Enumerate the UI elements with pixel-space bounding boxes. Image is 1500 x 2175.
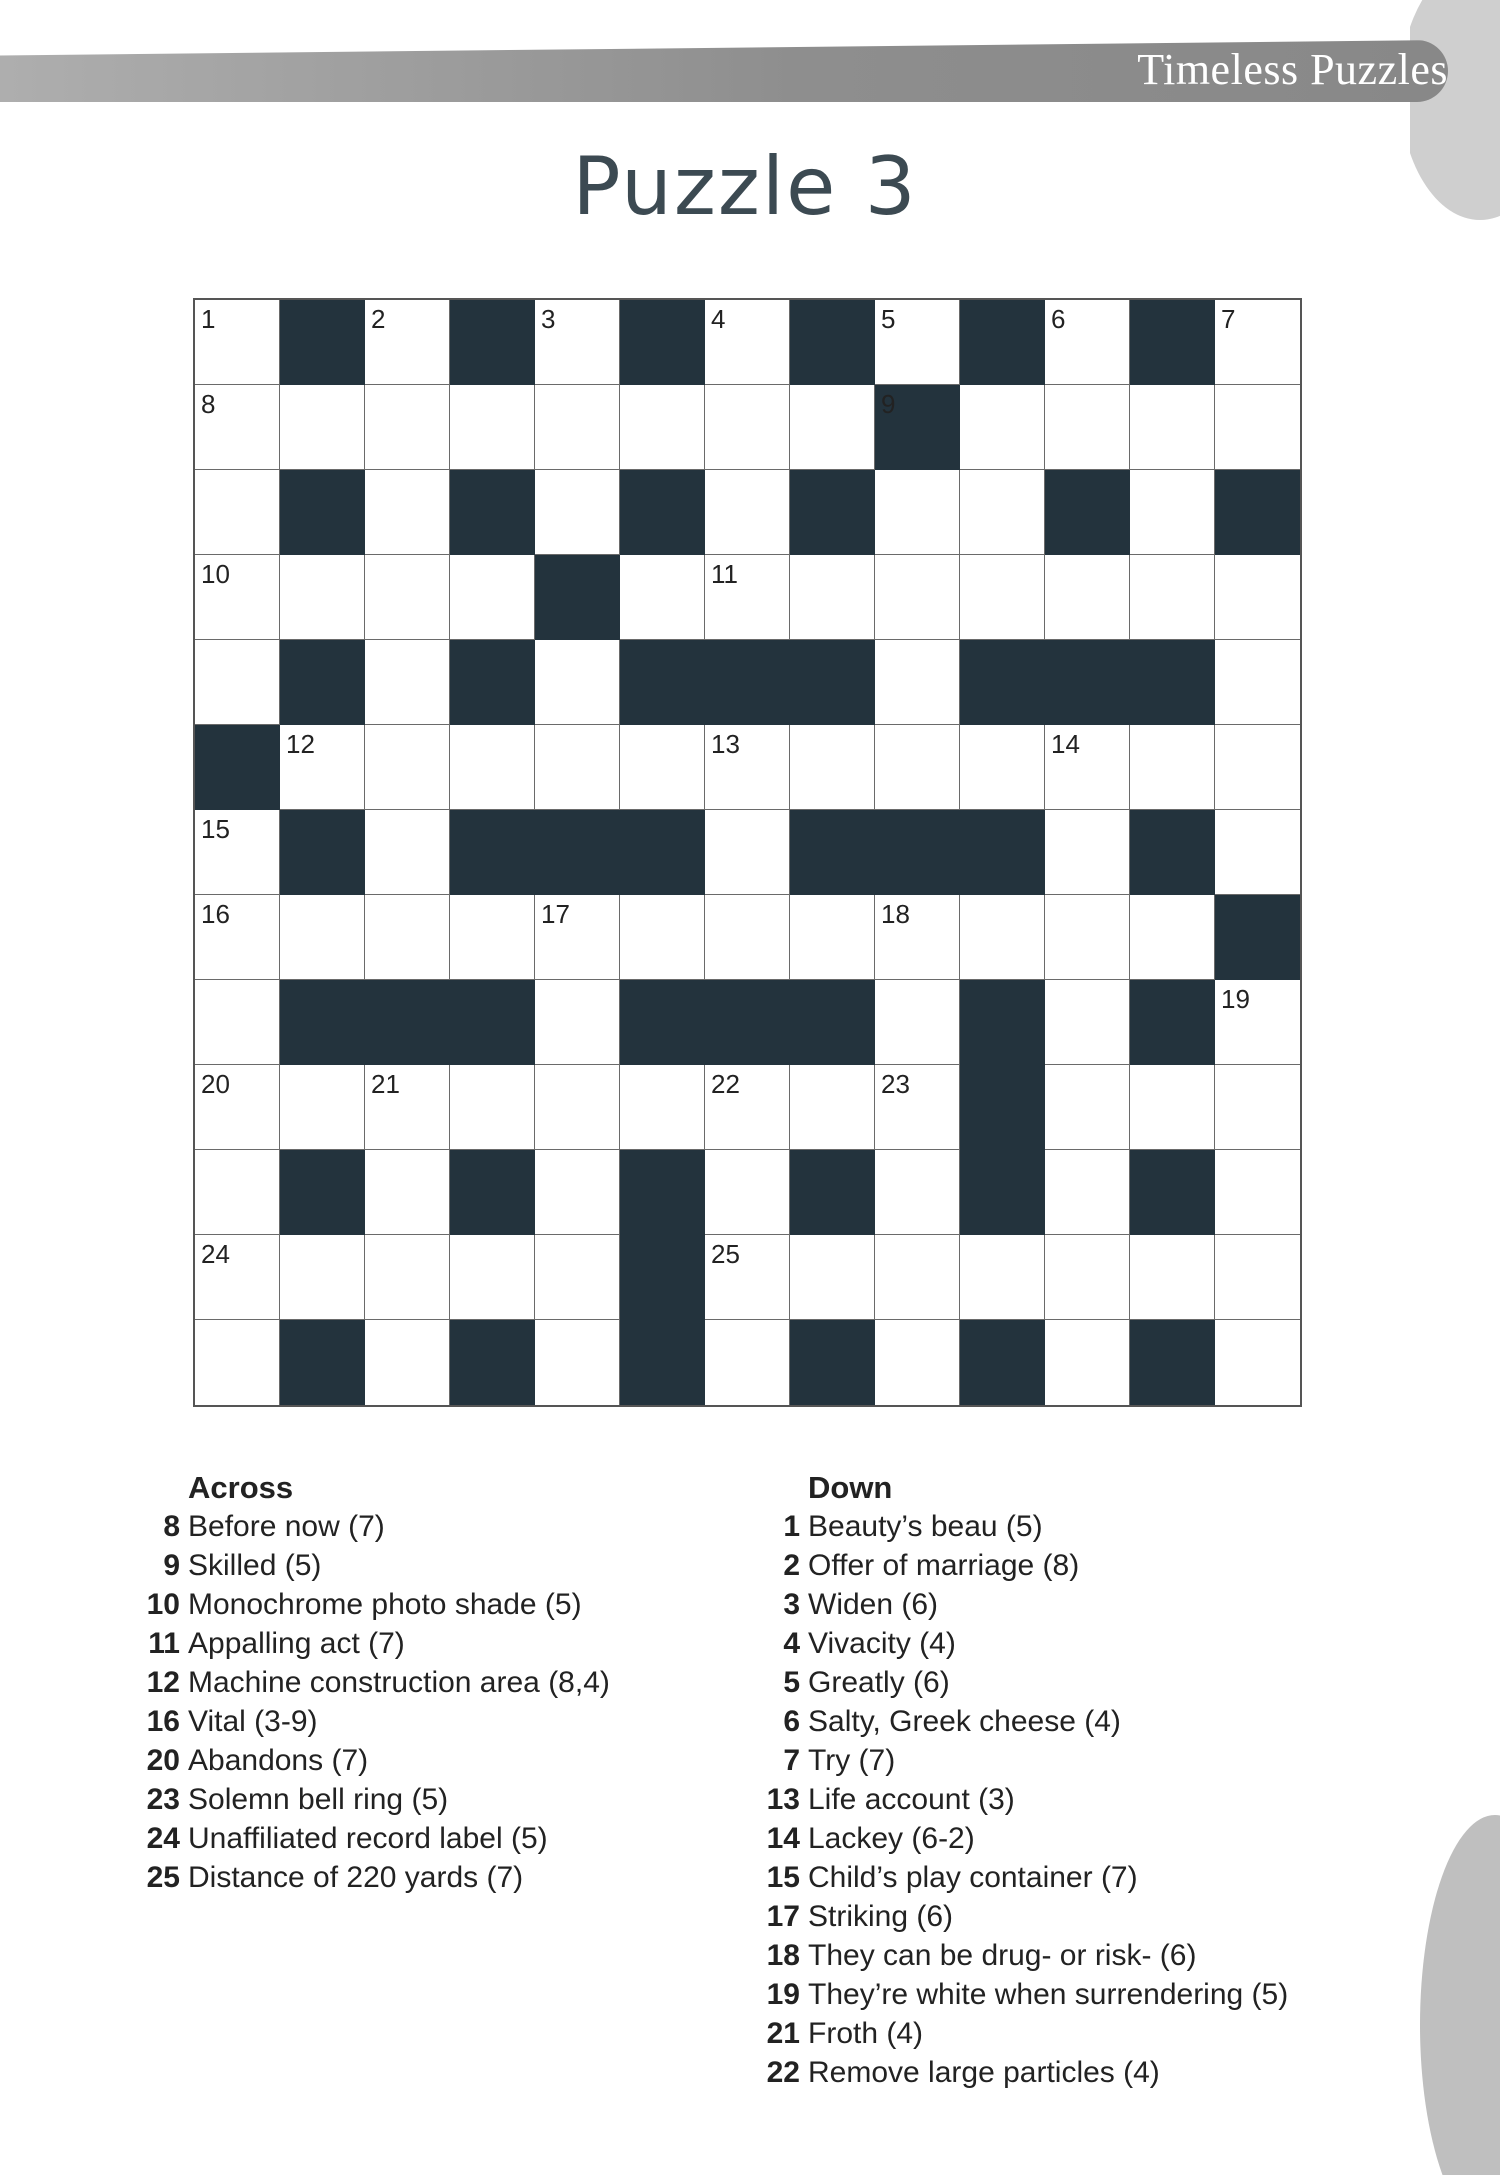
grid-cell[interactable] bbox=[535, 725, 620, 810]
grid-block bbox=[1215, 895, 1300, 980]
crossword-grid bbox=[193, 298, 1302, 1407]
clue-number: 3 bbox=[783, 1588, 800, 1621]
grid-cell[interactable] bbox=[1130, 555, 1215, 640]
grid-cell[interactable] bbox=[365, 810, 450, 895]
grid-cell[interactable] bbox=[790, 1235, 875, 1320]
grid-cell[interactable] bbox=[960, 385, 1045, 470]
grid-cell[interactable] bbox=[1215, 1065, 1300, 1150]
cell-number: 23 bbox=[881, 1069, 910, 1099]
grid-block bbox=[450, 300, 535, 385]
clue-text: Distance of 220 yards (7) bbox=[188, 1861, 524, 1894]
grid-cell[interactable] bbox=[875, 300, 960, 385]
cell-number: 14 bbox=[1051, 729, 1080, 759]
clue-text: Machine construction area (8,4) bbox=[188, 1666, 610, 1699]
clue-number: 22 bbox=[766, 2056, 800, 2089]
across-heading: Across bbox=[188, 1470, 294, 1505]
cell-number: 6 bbox=[1051, 304, 1066, 334]
grid-cell[interactable] bbox=[705, 555, 790, 640]
grid-block bbox=[280, 300, 365, 385]
grid-block bbox=[960, 980, 1045, 1065]
cell-number: 18 bbox=[881, 899, 910, 929]
grid-cell[interactable] bbox=[705, 1235, 790, 1320]
across-clue bbox=[130, 1741, 610, 1780]
grid-cell[interactable] bbox=[195, 1235, 280, 1320]
grid-cell[interactable] bbox=[875, 555, 960, 640]
clue-text: Before now (7) bbox=[188, 1510, 385, 1543]
grid-cell[interactable] bbox=[620, 555, 705, 640]
grid-cell[interactable] bbox=[535, 470, 620, 555]
grid-block bbox=[960, 640, 1045, 725]
grid-cell[interactable] bbox=[450, 1235, 535, 1320]
grid-cell[interactable] bbox=[620, 725, 705, 810]
grid-block bbox=[450, 810, 535, 895]
grid-cell[interactable] bbox=[535, 980, 620, 1065]
grid-cell[interactable] bbox=[960, 470, 1045, 555]
grid-block bbox=[280, 810, 365, 895]
grid-cell[interactable] bbox=[875, 895, 960, 980]
clue-text: Remove large particles (4) bbox=[808, 2056, 1160, 2089]
clue-number: 15 bbox=[766, 1861, 800, 1894]
grid-cell[interactable] bbox=[1045, 810, 1130, 895]
down-clue bbox=[750, 1780, 1288, 1819]
grid-cell[interactable] bbox=[280, 725, 365, 810]
grid-cell[interactable] bbox=[620, 1065, 705, 1150]
grid-cell[interactable] bbox=[1215, 640, 1300, 725]
grid-cell[interactable] bbox=[1130, 1235, 1215, 1320]
down-clue bbox=[750, 1858, 1288, 1897]
grid-cell[interactable] bbox=[365, 1320, 450, 1405]
grid-cell[interactable] bbox=[450, 385, 535, 470]
grid-cell[interactable] bbox=[195, 980, 280, 1065]
grid-cell[interactable] bbox=[450, 1065, 535, 1150]
grid-cell[interactable] bbox=[195, 895, 280, 980]
clue-text: Monochrome photo shade (5) bbox=[188, 1588, 582, 1621]
grid-block bbox=[280, 1320, 365, 1405]
grid-cell[interactable] bbox=[705, 1150, 790, 1235]
grid-block bbox=[280, 470, 365, 555]
grid-block bbox=[535, 555, 620, 640]
grid-cell[interactable] bbox=[705, 895, 790, 980]
clue-text: Abandons (7) bbox=[188, 1744, 369, 1777]
cell-number: 12 bbox=[286, 729, 315, 759]
grid-block bbox=[1130, 300, 1215, 385]
grid-block bbox=[280, 640, 365, 725]
down-clue bbox=[750, 1819, 1288, 1858]
header-title: Timeless Puzzles bbox=[1137, 45, 1448, 94]
grid-cell[interactable] bbox=[1045, 725, 1130, 810]
across-clue bbox=[130, 1780, 610, 1819]
grid-cell[interactable] bbox=[620, 385, 705, 470]
grid-cell[interactable] bbox=[450, 725, 535, 810]
grid-block bbox=[1130, 1150, 1215, 1235]
clue-number: 18 bbox=[766, 1939, 800, 1972]
grid-cell[interactable] bbox=[535, 640, 620, 725]
grid-cell[interactable] bbox=[195, 810, 280, 895]
cell-number: 1 bbox=[201, 304, 216, 334]
grid-cell[interactable] bbox=[535, 1150, 620, 1235]
grid-block bbox=[620, 1150, 705, 1235]
grid-cell[interactable] bbox=[875, 1150, 960, 1235]
cell-number: 19 bbox=[1221, 984, 1250, 1014]
clue-text: Unaffiliated record label (5) bbox=[188, 1822, 548, 1855]
clue-text: Solemn bell ring (5) bbox=[188, 1783, 449, 1816]
clue-text: Greatly (6) bbox=[808, 1666, 950, 1699]
clue-text: They’re white when surrendering (5) bbox=[808, 1978, 1289, 2011]
grid-block bbox=[790, 810, 875, 895]
cell-number: 24 bbox=[201, 1239, 230, 1269]
clue-number: 11 bbox=[148, 1627, 180, 1660]
grid-cell[interactable] bbox=[535, 1065, 620, 1150]
grid-cell[interactable] bbox=[875, 1320, 960, 1405]
across-clue bbox=[130, 1585, 610, 1624]
down-clue bbox=[750, 1624, 1288, 1663]
clue-number: 6 bbox=[783, 1705, 800, 1738]
grid-cell[interactable] bbox=[1130, 725, 1215, 810]
across-clue-list bbox=[130, 1507, 610, 1897]
grid-cell[interactable] bbox=[1215, 555, 1300, 640]
cell-number: 21 bbox=[371, 1069, 400, 1099]
clue-number: 19 bbox=[766, 1978, 800, 2011]
page-corner bbox=[1410, 0, 1500, 2175]
down-clue bbox=[750, 2053, 1288, 2092]
grid-block bbox=[620, 1235, 705, 1320]
cell-number: 2 bbox=[371, 304, 386, 334]
grid-block bbox=[280, 1150, 365, 1235]
grid-cell[interactable] bbox=[875, 640, 960, 725]
grid-block bbox=[875, 810, 960, 895]
across-clue bbox=[130, 1507, 610, 1546]
grid-cell[interactable] bbox=[1045, 555, 1130, 640]
grid-cell[interactable] bbox=[365, 470, 450, 555]
grid-block bbox=[620, 980, 705, 1065]
grid-block bbox=[1130, 640, 1215, 725]
grid-cell[interactable] bbox=[365, 640, 450, 725]
cell-number: 8 bbox=[201, 389, 216, 419]
grid-cell[interactable] bbox=[705, 1065, 790, 1150]
grid-cell[interactable] bbox=[705, 300, 790, 385]
grid-block bbox=[1045, 470, 1130, 555]
grid-cell[interactable] bbox=[875, 470, 960, 555]
grid-cell[interactable] bbox=[875, 1065, 960, 1150]
down-clues bbox=[750, 1468, 1288, 2092]
down-clue bbox=[750, 1546, 1288, 1585]
grid-block bbox=[450, 1150, 535, 1235]
clue-text: Lackey (6-2) bbox=[808, 1822, 975, 1855]
grid-cell[interactable] bbox=[365, 725, 450, 810]
cell-number: 10 bbox=[201, 559, 230, 589]
clue-text: Life account (3) bbox=[808, 1783, 1015, 1816]
grid-cell[interactable] bbox=[280, 1065, 365, 1150]
down-clue bbox=[750, 1936, 1288, 1975]
clue-number: 5 bbox=[783, 1666, 800, 1699]
grid-cell[interactable] bbox=[280, 385, 365, 470]
grid-block bbox=[620, 470, 705, 555]
grid-block bbox=[195, 725, 280, 810]
grid-cell[interactable] bbox=[1215, 810, 1300, 895]
grid-block bbox=[450, 640, 535, 725]
cell-number: 11 bbox=[711, 559, 738, 589]
clue-number: 8 bbox=[163, 1510, 180, 1543]
clue-number: 4 bbox=[783, 1627, 800, 1660]
grid-cell[interactable] bbox=[1215, 300, 1300, 385]
grid-block bbox=[620, 810, 705, 895]
clue-number: 20 bbox=[146, 1744, 180, 1777]
grid-cell[interactable] bbox=[280, 555, 365, 640]
cell-number: 17 bbox=[541, 899, 570, 929]
grid-cell[interactable] bbox=[195, 470, 280, 555]
grid-block bbox=[450, 980, 535, 1065]
grid-block bbox=[790, 640, 875, 725]
grid-block bbox=[1215, 470, 1300, 555]
grid-block bbox=[790, 470, 875, 555]
down-heading: Down bbox=[808, 1470, 893, 1505]
clue-text: They can be drug- or risk- (6) bbox=[808, 1939, 1197, 1972]
cell-number: 13 bbox=[711, 729, 740, 759]
clue-number: 16 bbox=[146, 1705, 180, 1738]
grid-cell[interactable] bbox=[705, 810, 790, 895]
grid-cell[interactable] bbox=[790, 385, 875, 470]
grid-block bbox=[705, 640, 790, 725]
clue-text: Vital (3-9) bbox=[188, 1705, 318, 1738]
across-clue bbox=[130, 1702, 610, 1741]
grid-cell[interactable] bbox=[450, 895, 535, 980]
grid-cell[interactable] bbox=[365, 1150, 450, 1235]
grid-cell[interactable] bbox=[790, 895, 875, 980]
grid-cell[interactable] bbox=[790, 725, 875, 810]
clue-text: Child’s play container (7) bbox=[808, 1861, 1138, 1894]
clue-number: 12 bbox=[146, 1666, 180, 1699]
grid-cell[interactable] bbox=[1045, 1320, 1130, 1405]
cell-number: 5 bbox=[881, 304, 896, 334]
down-clue-list bbox=[750, 1507, 1288, 2092]
clue-text: Salty, Greek cheese (4) bbox=[808, 1705, 1121, 1738]
down-clue bbox=[750, 1741, 1288, 1780]
grid-cell[interactable] bbox=[1130, 1065, 1215, 1150]
grid-block bbox=[365, 980, 450, 1065]
grid-block bbox=[535, 810, 620, 895]
clue-number: 13 bbox=[766, 1783, 800, 1816]
cell-number: 25 bbox=[711, 1239, 740, 1269]
grid-cell[interactable] bbox=[535, 385, 620, 470]
grid-block bbox=[960, 300, 1045, 385]
grid-cell[interactable] bbox=[1045, 895, 1130, 980]
grid-cell[interactable] bbox=[705, 725, 790, 810]
grid-cell[interactable] bbox=[1045, 300, 1130, 385]
grid-block bbox=[280, 980, 365, 1065]
across-clue bbox=[130, 1819, 610, 1858]
clue-number: 14 bbox=[766, 1822, 800, 1855]
grid-cell[interactable] bbox=[195, 300, 280, 385]
grid-cell[interactable] bbox=[450, 555, 535, 640]
grid-cell[interactable] bbox=[1130, 385, 1215, 470]
grid-block bbox=[960, 1320, 1045, 1405]
grid-block bbox=[1130, 980, 1215, 1065]
clue-number: 23 bbox=[146, 1783, 180, 1816]
grid-cell[interactable] bbox=[365, 895, 450, 980]
clue-number: 17 bbox=[766, 1900, 800, 1933]
grid-cell[interactable] bbox=[1045, 1150, 1130, 1235]
grid-cell[interactable] bbox=[365, 1065, 450, 1150]
grid-block bbox=[960, 1150, 1045, 1235]
grid-cell[interactable] bbox=[195, 640, 280, 725]
across-clues bbox=[130, 1468, 610, 1897]
grid-block bbox=[960, 810, 1045, 895]
grid-block bbox=[790, 1150, 875, 1235]
grid-block bbox=[705, 980, 790, 1065]
grid-cell[interactable] bbox=[535, 1235, 620, 1320]
grid-cell[interactable] bbox=[365, 385, 450, 470]
grid-block bbox=[1045, 640, 1130, 725]
grid-cell[interactable] bbox=[1215, 1150, 1300, 1235]
down-clue bbox=[750, 1975, 1288, 2014]
grid-block bbox=[450, 470, 535, 555]
grid-cell[interactable] bbox=[535, 300, 620, 385]
down-clue bbox=[750, 1507, 1288, 1546]
grid-cell[interactable] bbox=[1045, 980, 1130, 1065]
clue-text: Skilled (5) bbox=[188, 1549, 322, 1582]
grid-cell[interactable] bbox=[1130, 470, 1215, 555]
grid-block bbox=[1130, 1320, 1215, 1405]
clue-text: Try (7) bbox=[808, 1744, 896, 1777]
clue-text: Vivacity (4) bbox=[808, 1627, 956, 1660]
grid-cell[interactable] bbox=[1045, 1235, 1130, 1320]
clue-number: 24 bbox=[146, 1822, 180, 1855]
grid-cell[interactable] bbox=[195, 555, 280, 640]
cell-number: 7 bbox=[1221, 304, 1236, 334]
page-curl-bottom bbox=[1420, 1815, 1500, 2175]
clue-text: Beauty’s beau (5) bbox=[808, 1510, 1043, 1543]
grid-cell[interactable] bbox=[1130, 895, 1215, 980]
clue-number: 21 bbox=[766, 2017, 800, 2050]
grid-cell[interactable] bbox=[195, 1320, 280, 1405]
across-clue bbox=[130, 1663, 610, 1702]
cell-number: 16 bbox=[201, 899, 230, 929]
grid-cell[interactable] bbox=[195, 1065, 280, 1150]
grid-cell[interactable] bbox=[705, 1320, 790, 1405]
grid-block bbox=[620, 640, 705, 725]
grid-cell[interactable] bbox=[365, 1235, 450, 1320]
grid-cell[interactable] bbox=[535, 895, 620, 980]
grid-cell[interactable] bbox=[365, 300, 450, 385]
grid-block bbox=[960, 1065, 1045, 1150]
grid-cell[interactable] bbox=[280, 895, 365, 980]
grid-block bbox=[620, 300, 705, 385]
cell-number: 3 bbox=[541, 304, 556, 334]
clue-number: 10 bbox=[146, 1588, 180, 1621]
cell-number: 20 bbox=[201, 1069, 230, 1099]
clue-number: 2 bbox=[783, 1549, 800, 1582]
grid-block bbox=[790, 300, 875, 385]
clue-number: 7 bbox=[783, 1744, 800, 1777]
grid-cell[interactable] bbox=[195, 1150, 280, 1235]
page-title: Puzzle 3 bbox=[572, 140, 918, 233]
grid-cell[interactable] bbox=[960, 725, 1045, 810]
cell-number: 9 bbox=[881, 389, 896, 419]
grid-cell[interactable] bbox=[280, 1235, 365, 1320]
grid-cell[interactable] bbox=[1215, 1320, 1300, 1405]
grid-cell[interactable] bbox=[195, 385, 280, 470]
grid-cell[interactable] bbox=[790, 1065, 875, 1150]
grid-block bbox=[790, 1320, 875, 1405]
clue-number: 9 bbox=[163, 1549, 180, 1582]
grid-cell[interactable] bbox=[365, 555, 450, 640]
clue-text: Froth (4) bbox=[808, 2017, 924, 2050]
grid-block bbox=[620, 1320, 705, 1405]
grid-cell[interactable] bbox=[960, 1235, 1045, 1320]
grid-cell[interactable] bbox=[875, 725, 960, 810]
across-clue bbox=[130, 1858, 610, 1897]
grid-block bbox=[875, 385, 960, 470]
down-clue bbox=[750, 2014, 1288, 2053]
clue-number: 25 bbox=[146, 1861, 180, 1894]
clue-text: Widen (6) bbox=[808, 1588, 939, 1621]
grid-cell[interactable] bbox=[875, 1235, 960, 1320]
grid-cell[interactable] bbox=[1215, 1235, 1300, 1320]
grid-cell[interactable] bbox=[790, 555, 875, 640]
down-clue bbox=[750, 1897, 1288, 1936]
grid-cell[interactable] bbox=[1045, 1065, 1130, 1150]
across-clue bbox=[130, 1624, 610, 1663]
grid-block bbox=[790, 980, 875, 1065]
down-clue bbox=[750, 1585, 1288, 1624]
cell-number: 15 bbox=[201, 814, 230, 844]
grid-cell[interactable] bbox=[960, 555, 1045, 640]
grid-cell[interactable] bbox=[1045, 385, 1130, 470]
grid-cell[interactable] bbox=[960, 895, 1045, 980]
grid-cell[interactable] bbox=[705, 470, 790, 555]
grid-cell[interactable] bbox=[535, 1320, 620, 1405]
across-clue bbox=[130, 1546, 610, 1585]
clue-text: Offer of marriage (8) bbox=[808, 1549, 1080, 1582]
grid-cell[interactable] bbox=[1215, 725, 1300, 810]
grid-cell[interactable] bbox=[875, 980, 960, 1065]
clue-text: Appalling act (7) bbox=[188, 1627, 405, 1660]
grid-cell[interactable] bbox=[705, 385, 790, 470]
grid-block bbox=[450, 1320, 535, 1405]
cell-number: 22 bbox=[711, 1069, 740, 1099]
clue-number: 1 bbox=[783, 1510, 800, 1543]
cell-number: 4 bbox=[711, 304, 726, 334]
down-clue bbox=[750, 1702, 1288, 1741]
grid-block bbox=[1130, 810, 1215, 895]
grid-cell[interactable] bbox=[1215, 385, 1300, 470]
down-clue bbox=[750, 1663, 1288, 1702]
grid-cell[interactable] bbox=[1215, 980, 1300, 1065]
clue-text: Striking (6) bbox=[808, 1900, 954, 1933]
grid-cell[interactable] bbox=[620, 895, 705, 980]
